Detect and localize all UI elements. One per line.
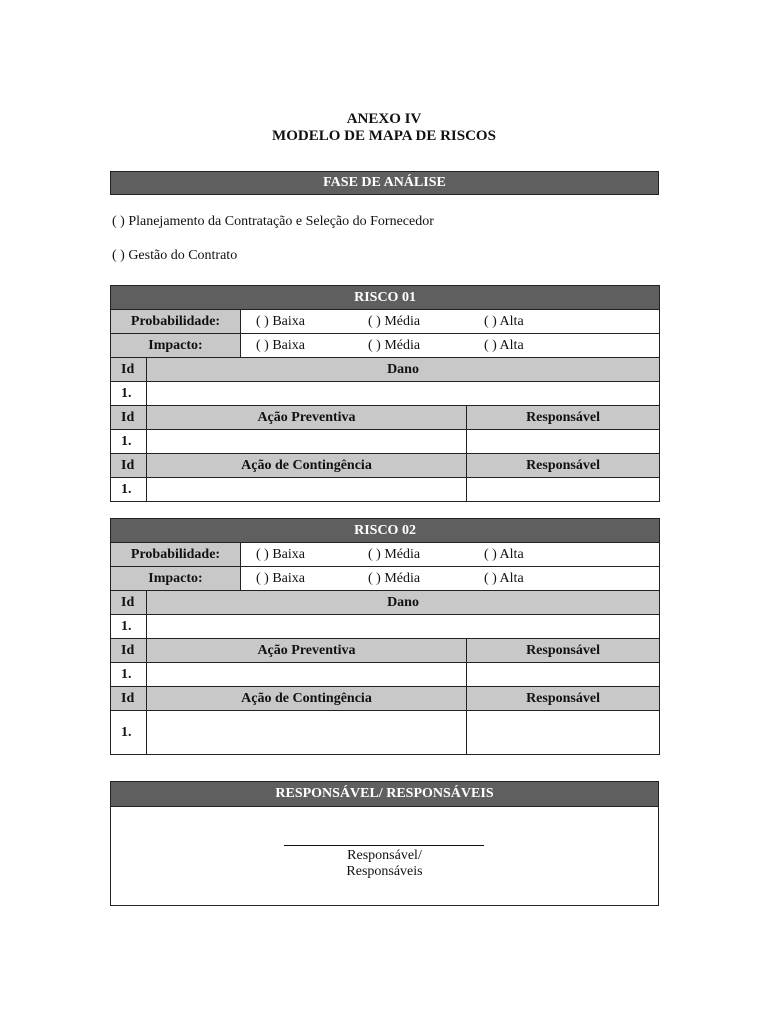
probabilidade-label: Probabilidade:: [111, 310, 241, 334]
item-number: 1.: [111, 478, 147, 502]
id-header: Id: [111, 406, 147, 430]
impacto-label: Impacto:: [111, 567, 241, 591]
risk-title: RISCO 01: [111, 286, 660, 310]
item-number: 1.: [111, 663, 147, 687]
risk-table-01: [110, 285, 660, 502]
option-baixa[interactable]: ( ) Baixa: [256, 313, 305, 329]
responsavel-cell[interactable]: [467, 478, 660, 502]
acao-contingencia-cell[interactable]: [147, 478, 467, 502]
dano-header: Dano: [147, 358, 660, 382]
probabilidade-label: Probabilidade:: [111, 543, 241, 567]
item-number: 1.: [111, 711, 147, 755]
dano-cell[interactable]: [147, 382, 660, 406]
responsavel-header: Responsável: [467, 639, 660, 663]
responsaveis-box: [110, 781, 659, 906]
option-alta[interactable]: ( ) Alta: [484, 337, 524, 353]
acao-preventiva-header: Ação Preventiva: [147, 639, 467, 663]
acao-contingencia-header: Ação de Contingência: [147, 687, 467, 711]
option-media[interactable]: ( ) Média: [368, 570, 421, 586]
acao-contingencia-cell[interactable]: [147, 711, 467, 755]
fase-option-planejamento[interactable]: ( ) Planejamento da Contratação e Seleção do Fornecedor: [112, 214, 434, 229]
responsavel-cell[interactable]: [467, 430, 660, 454]
option-media[interactable]: ( ) Média: [368, 313, 421, 329]
signature-line[interactable]: [284, 822, 484, 846]
signature-label-2: Responsáveis: [346, 864, 423, 879]
annex-title: ANEXO IV: [346, 111, 422, 127]
document-title: MODELO DE MAPA DE RISCOS: [272, 128, 496, 144]
option-media[interactable]: ( ) Média: [368, 337, 421, 353]
risk-table-02: [110, 518, 660, 755]
probabilidade-options: [241, 543, 660, 567]
option-baixa[interactable]: ( ) Baixa: [256, 546, 305, 562]
acao-preventiva-cell[interactable]: [147, 663, 467, 687]
item-number: 1.: [111, 430, 147, 454]
acao-contingencia-header: Ação de Contingência: [147, 454, 467, 478]
item-number: 1.: [111, 615, 147, 639]
dano-cell[interactable]: [147, 615, 660, 639]
risk-title: RISCO 02: [111, 519, 660, 543]
responsavel-cell[interactable]: [467, 711, 660, 755]
fase-option-gestao[interactable]: ( ) Gestão do Contrato: [112, 248, 238, 263]
responsavel-header: Responsável: [467, 687, 660, 711]
responsavel-cell[interactable]: [467, 663, 660, 687]
id-header: Id: [111, 454, 147, 478]
option-media[interactable]: ( ) Média: [368, 546, 421, 562]
option-alta[interactable]: ( ) Alta: [484, 313, 524, 329]
dano-header: Dano: [147, 591, 660, 615]
id-header: Id: [111, 639, 147, 663]
impacto-options: [241, 334, 660, 358]
option-alta[interactable]: ( ) Alta: [484, 570, 524, 586]
impacto-options: [241, 567, 660, 591]
id-header: Id: [111, 358, 147, 382]
impacto-label: Impacto:: [111, 334, 241, 358]
responsaveis-header: RESPONSÁVEL/ RESPONSÁVEIS: [111, 782, 658, 807]
id-header: Id: [111, 687, 147, 711]
acao-preventiva-header: Ação Preventiva: [147, 406, 467, 430]
fase-header: FASE DE ANÁLISE: [110, 171, 659, 195]
responsavel-header: Responsável: [467, 406, 660, 430]
probabilidade-options: [241, 310, 660, 334]
responsavel-header: Responsável: [467, 454, 660, 478]
signature-label-1: Responsável/: [347, 848, 422, 863]
option-baixa[interactable]: ( ) Baixa: [256, 337, 305, 353]
id-header: Id: [111, 591, 147, 615]
item-number: 1.: [111, 382, 147, 406]
acao-preventiva-cell[interactable]: [147, 430, 467, 454]
option-baixa[interactable]: ( ) Baixa: [256, 570, 305, 586]
option-alta[interactable]: ( ) Alta: [484, 546, 524, 562]
